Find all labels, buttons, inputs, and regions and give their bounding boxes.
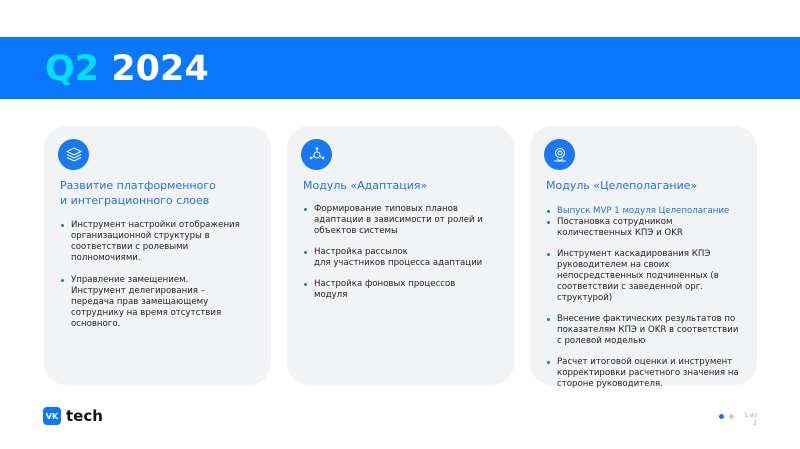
- bullet-list: [546, 206, 749, 390]
- vk-tech-logo: [43, 407, 103, 425]
- page-title: [45, 48, 209, 90]
- list-item: Расчет итоговой оценки и инструмент корректировки расчетного значения на стороне руководителя.: [546, 357, 749, 390]
- card-adaptation: [287, 126, 514, 385]
- vk-logo-icon: VK: [43, 407, 61, 425]
- bullet-list: [303, 204, 506, 301]
- list-item: Настройка фоновых процессов модуля: [303, 279, 506, 301]
- page-indicator: 1 из 2: [744, 412, 757, 427]
- card-title: Развитие платформенного и интеграционного слоев: [60, 179, 216, 207]
- list-item: Внесение фактических результатов по показателям КПЭ и OKR в соответствии с ролевой моделью: [546, 314, 749, 347]
- logo-text: tech: [66, 407, 103, 425]
- page-dots: [719, 414, 734, 419]
- card-title: Модуль «Адаптация»: [303, 179, 428, 192]
- bullet-list: [60, 220, 263, 330]
- list-item: Настройка рассылок для участников процесса адаптации: [303, 247, 506, 269]
- list-item: Формирование типовых планов адаптации в зависимости от ролей и объектов системы: [303, 204, 506, 237]
- network-hub-icon: [301, 139, 332, 170]
- card-title: Модуль «Целеполагание»: [546, 179, 698, 192]
- card-goal-setting: [530, 126, 757, 389]
- list-item: Инструмент каскадирования КПЭ руководителем на своих непосредственных подчиненных (в соответствии с заведенной орг. структурой): [546, 249, 749, 304]
- target-goal-icon: [544, 139, 575, 170]
- list-item: Инструмент настройки отображения организационной структуры в соответствии с ролевыми полномочиями.: [60, 220, 263, 264]
- page-dot-active[interactable]: [719, 414, 724, 419]
- list-item: Выпуск MVP 1 модуля Целеполагание: [546, 206, 749, 217]
- card-platform: [44, 126, 271, 385]
- title-quarter: Q2: [45, 49, 100, 89]
- title-year: 2024: [111, 49, 209, 89]
- page-dot[interactable]: [729, 414, 734, 419]
- list-item: Управление замещением. Инструмент делегирования – передача прав замещающему сотруднику на время отсутствия основного.: [60, 275, 263, 330]
- layers-stack-icon: [58, 139, 89, 170]
- list-item: Постановка сотрудником количественных КПЭ и OKR: [546, 217, 749, 239]
